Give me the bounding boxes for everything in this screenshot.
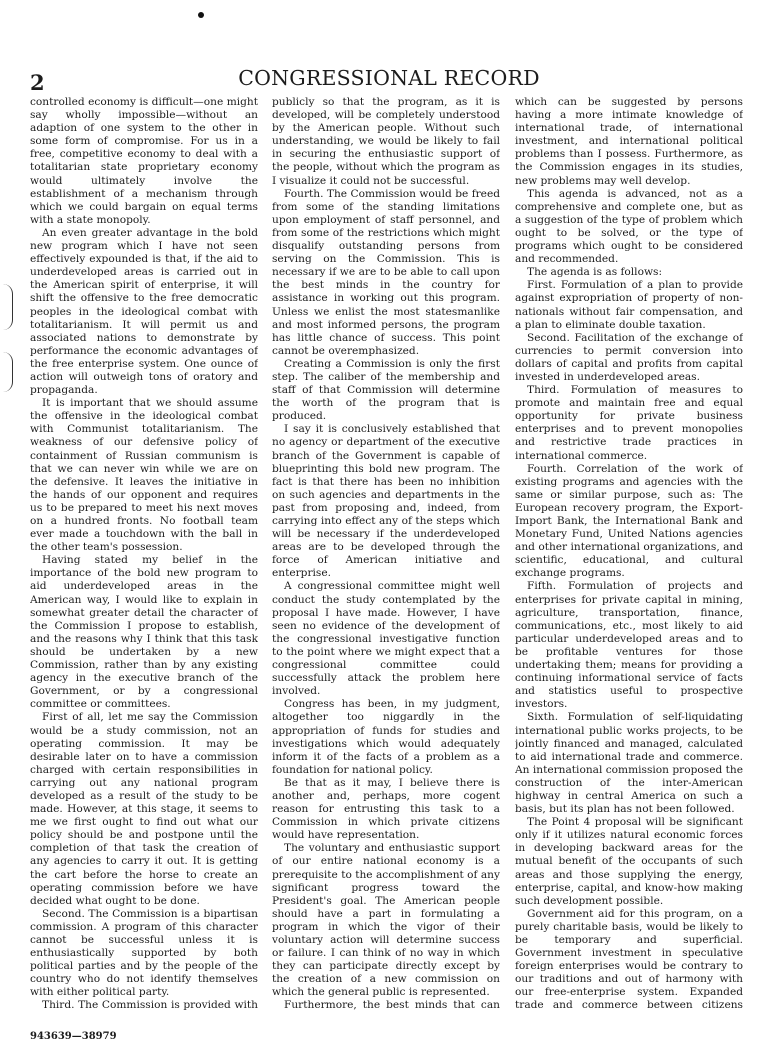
paragraph: Third. The Commission is provided with <box>42 999 258 1012</box>
paragraph: Fifth. Formulation of projects and enterprises for private capital in mining, agriculture, transportation, finance, communications, etc., most likely to aid particular underdeveloped areas and to be profitable ventures for those undertaking them; means for providing a continuing informational service of facts and statistics useful to prospective investors. <box>515 580 743 711</box>
paragraph: Creating a Commission is only the first step. The caliber of the membership and staff of that Commission will determine the worth of the program that is produced. <box>272 357 500 423</box>
paragraph: The agenda is as follows: <box>527 266 663 279</box>
paragraph: First. Formulation of a plan to provide against expropriation of property of non-nationals without fair compensation, and a plan to eliminate double taxation. <box>515 279 743 331</box>
paragraph: This agenda is advanced, not as a comprehensive and complete one, but as a suggestion of the type of problem which ought to be solved, or the type of programs which ought to be considered and recommended. <box>515 187 743 266</box>
paragraph: I say it is conclusively established that no agency or department of the executive branch of the Government is capable of blueprinting this bold new program. The fact is that there has been no inhibition on such agencies and departments in the past from proposing and, indeed, from carrying into effect any of the steps which will be necessary if the underdeveloped areas are to be developed through the force of American initiative and enterprise. <box>272 423 500 580</box>
ink-dot <box>198 12 204 18</box>
paragraph: Government aid for this program, on a purely charitable basis, would be likely to be temporary and superficial. Government investment in speculative foreign enterprises would be contrary to our traditions and out of harmony with our free-enterprise system. Expanded trade and commerce between citizens <box>515 907 743 1012</box>
paragraph: Third. Formulation of measures to promote and maintain free and equal opportunity for private business enterprises and to prevent monopolies and restrictive trade practices in international commerce. <box>515 384 743 462</box>
paragraph: First of all, let me say the Commission would be a study commission, not an operating commission. It may be desirable later on to have a commission charged with certain responsibilities in carrying out any national program developed as a result of the study to be made. However, at this stage, it seems to me we first ought to find out what our policy should be and postpone until the completion of that task the creation of any agencies to carry it out. It is getting the cart before the horse to create an operating commission before we have decided what ought to be done. <box>30 711 258 907</box>
paragraph: An even greater advantage in the bold new program which I have not seen effectively expounded is that, if the aid to underdeveloped areas is carried out in the American spirit of enterprise, it will shift the offensive to the free democratic peoples in the ideological combat with totalitarianism. It will permit us and associated nations to demonstrate by performance the economic advantages of the free enterprise system. One ounce of action will outweigh tons of oratory and propaganda. <box>30 226 258 397</box>
page-number: 2 <box>30 70 45 95</box>
text-columns <box>30 96 752 1014</box>
paragraph: which can be suggested by persons having a more intimate knowledge of international trade, of international investment, and international political problems than I possess. Furthermore, as the Commission engages in its studies, new problems may well develop. <box>515 96 743 187</box>
paragraph: The voluntary and enthusiastic support of our entire national economy is a prerequisite to the accomplishment of any significant progress toward the President's goal. The American people should have a part in formulating a program in which the vigor of their voluntary action will determine success or failure. I can think of no way in which they can participate directly except by the creation of a new commission on which the general public is represented. <box>272 842 500 999</box>
paragraph: Second. The Commission is a bipartisan commission. A program of this character cannot be successful unless it is enthusiastically supported by both political parties and by the people of the country who do not identify themselves with either political party. <box>30 907 258 999</box>
journal-title: CONGRESSIONAL RECORD <box>238 66 540 90</box>
page-header <box>30 66 748 96</box>
paragraph: Second. Facilitation of the exchange of currencies to permit conversion into dollars of capital and profits from capital invested in underdeveloped areas. <box>515 331 743 383</box>
margin-bracket <box>0 284 13 330</box>
paragraph: Having stated my belief in the importance of the bold new program to aid underdeveloped areas in the American way, I would like to explain in somewhat greater detail the character of the Commission I propose to establish, and the reasons why I think that this task should be undertaken by a new Commission, rather than by any existing agency in the executive branch of the Government, or by a congressional committee or committees. <box>30 554 258 711</box>
paragraph: Be that as it may, I believe there is another and, perhaps, more cogent reason for entrusting this task to a Commission in which private citizens would have representation. <box>272 776 500 842</box>
column-1 <box>30 96 258 1014</box>
paragraph: Sixth. Formulation of self-liquidating international public works projects, to be jointly financed and managed, calculated to aid international trade and commerce. An international commission proposed the construction of the inter-American highway in central America on such a basis, but its plan has not been followed. <box>515 711 743 816</box>
paragraph: Fourth. Correlation of the work of existing programs and agencies with the same or similar purpose, such as: The European recovery program, the Export-Import Bank, the International Bank and Monetary Fund, United Nations agencies and other international organizations, and scientific, educational, and cultural exchange programs. <box>515 462 743 580</box>
column-3 <box>515 96 743 1014</box>
paragraph: publicly so that the program, as it is developed, will be completely understood by the American people. Without such understanding, we would be likely to fail in securing the enthusiastic support of the people, without which the program as I visualize it could not be successful. <box>272 96 500 187</box>
paragraph: Fourth. The Commission would be freed from some of the standing limitations upon employment of staff personnel, and from some of the restrictions which might disqualify outstanding persons from serving on the Commission. This is necessary if we are to be able to call upon the best minds in the country for assistance in working out this program. Unless we enlist the most statesmanlike and most informed persons, the program has little chance of success. This point cannot be overemphasized. <box>272 187 500 357</box>
paragraph: A congressional committee might well conduct the study contemplated by the proposal I have made. However, I have seen no evidence of the development of the congressional investigative function to the point where we might expect that a congressional committee could successfully attack the problem here involved. <box>272 580 500 698</box>
paragraph: The Point 4 proposal will be significant only if it utilizes natural economic forces in developing backward areas for the mutual benefit of the occupants of such areas and those supplying the energy, enterprise, capital, and know-how making such development possible. <box>515 816 743 907</box>
paragraph: controlled economy is difficult—one might say wholly impossible—without an adaption of one system to the other in some form of compromise. For us in a free, competitive economy to deal with a totalitarian state proprietary economy would ultimately involve the establishment of a mechanism through which we could bargain on equal terms with a state monopoly. <box>30 96 258 226</box>
paragraph: It is important that we should assume the offensive in the ideological combat with Communist totalitarianism. The weakness of our defensive policy of containment of Russian communism is that we can never win while we are on the defensive. It leaves the initiative in the hands of our opponent and requires us to be prepared to meet his next moves on a hundred fronts. No football team ever made a touchdown with the ball in the other team's possession. <box>30 397 258 554</box>
column-2 <box>272 96 500 1014</box>
paragraph: Congress has been, in my judgment, altogether too niggardly in the appropriation of funds for studies and investigations which would adequately inform it of the facts of a problem as a foundation for national policy. <box>272 698 500 776</box>
print-code: 943639—38979 <box>30 1031 117 1042</box>
paragraph: Furthermore, the best minds that can <box>284 999 500 1012</box>
margin-bracket <box>0 352 13 392</box>
